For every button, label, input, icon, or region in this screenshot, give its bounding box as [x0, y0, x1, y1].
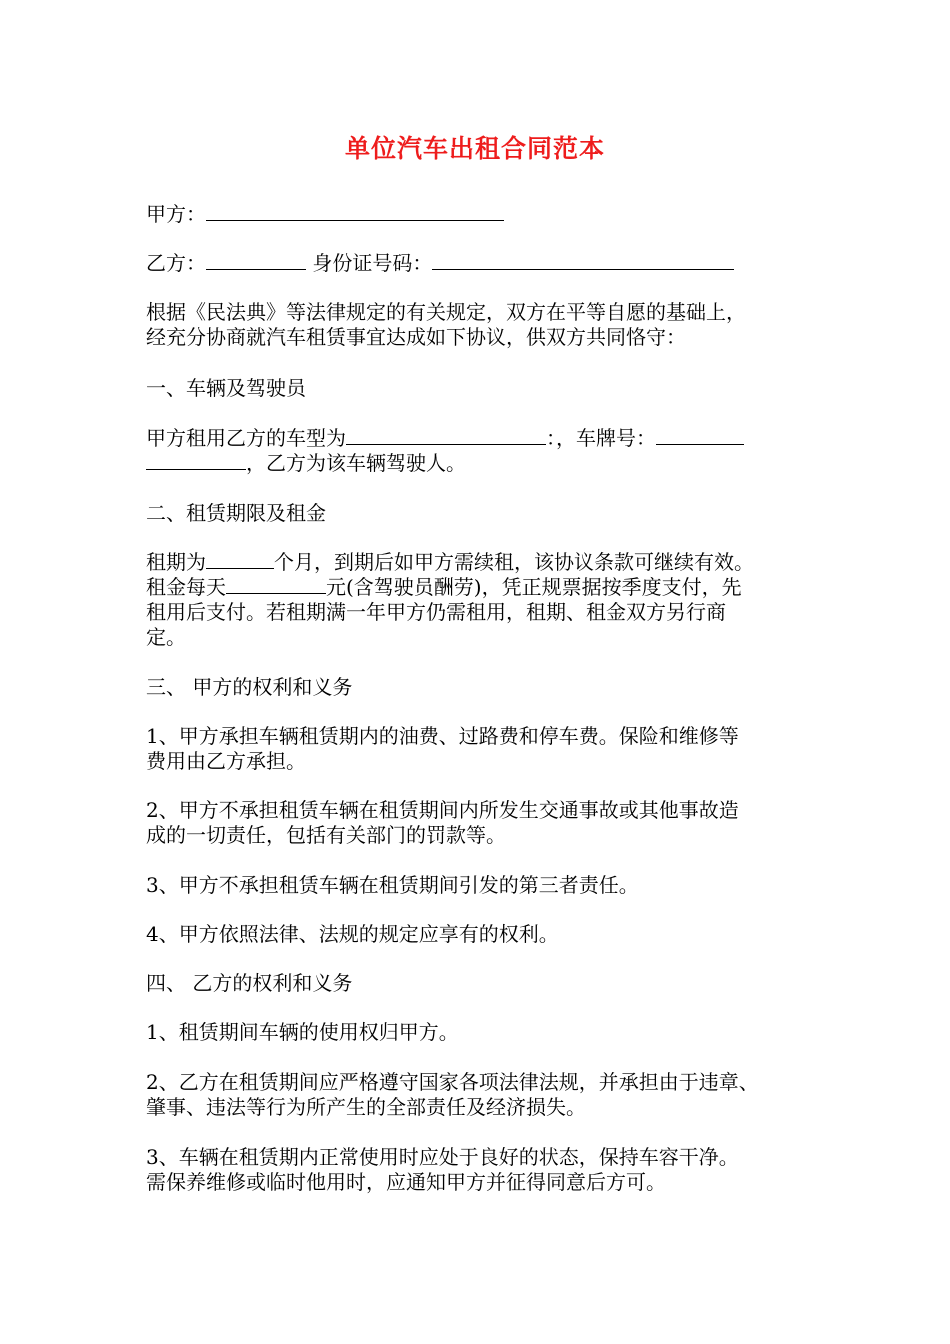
section-2-line-1 [146, 550, 816, 574]
party-a-label: 甲方： [146, 202, 206, 226]
section-2-line-3: 租用后支付。若租期满一年甲方仍需租用，租期、租金双方另行商 [146, 600, 726, 624]
section-3-item-1-line-1: 1、甲方承担车辆租赁期内的油费、过路费和停车费。保险和维修等 [146, 724, 739, 748]
section-4-item-2-line-1: 2、乙方在租赁期间应严格遵守国家各项法律法规，并承担由于违章、 [146, 1070, 759, 1094]
party-a-blank [206, 202, 504, 221]
vehicle-model-label: 甲方租用乙方的车型为 [146, 426, 346, 450]
plate-blank-continued [146, 451, 246, 470]
section-3-item-4: 4、甲方依照法律、法规的规定应享有的权利。 [146, 922, 559, 946]
section-4-item-3-line-1: 3、车辆在租赁期内正常使用时应处于良好的状态，保持车容干净。 [146, 1145, 739, 1169]
party-b-label: 乙方： [146, 251, 206, 275]
document-title: 单位汽车出租合同范本 [344, 134, 605, 163]
driver-text: ，乙方为该车辆驾驶人。 [246, 451, 466, 475]
section-4-item-1: 1、租赁期间车辆的使用权归甲方。 [146, 1020, 459, 1044]
term-label: 租期为 [146, 550, 206, 574]
section-4-item-3-line-2: 需保养维修或临时他用时，应通知甲方并征得同意后方可。 [146, 1170, 666, 1194]
section-1-line-2 [146, 451, 816, 475]
section-3-item-2-line-1: 2、甲方不承担租赁车辆在租赁期间内所发生交通事故或其他事故造 [146, 798, 739, 822]
party-b-id-label: 身份证号码： [312, 251, 433, 275]
party-b-line [146, 251, 816, 275]
section-3-item-2-line-2: 成的一切责任，包括有关部门的罚款等。 [146, 823, 506, 847]
section-4-item-2-line-2: 肇事、违法等行为所产生的全部责任及经济损失。 [146, 1095, 586, 1119]
party-b-id-blank [432, 251, 734, 270]
section-3-heading: 三、 甲方的权利和义务 [146, 675, 353, 699]
vehicle-model-blank [346, 426, 546, 445]
daily-rent-blank [226, 575, 326, 594]
section-3-item-3: 3、甲方不承担租赁车辆在租赁期间引发的第三者责任。 [146, 873, 639, 897]
section-2-line-2 [146, 575, 816, 599]
section-1-line-1 [146, 426, 816, 450]
term-months-blank [206, 550, 274, 569]
plate-label: ：，车牌号： [546, 426, 656, 450]
intro-line-1: 根据《民法典》等法律规定的有关规定，双方在平等自愿的基础上， [146, 300, 746, 324]
party-a-line [146, 202, 816, 226]
party-b-blank [206, 251, 306, 270]
section-1-heading: 一、车辆及驾驶员 [146, 376, 306, 400]
section-3-item-1-line-2: 费用由乙方承担。 [146, 749, 306, 773]
plate-blank [656, 426, 744, 445]
section-2-heading: 二、租赁期限及租金 [146, 501, 326, 525]
intro-line-2: 经充分协商就汽车租赁事宜达成如下协议，供双方共同恪守： [146, 325, 686, 349]
section-4-heading: 四、 乙方的权利和义务 [146, 971, 353, 995]
daily-rent-label: 租金每天 [146, 575, 226, 599]
term-text: 个月，到期后如甲方需续租，该协议条款可继续有效。 [274, 550, 754, 574]
section-2-line-4: 定。 [146, 625, 186, 649]
rent-text: 元(含驾驶员酬劳)，凭正规票据按季度支付，先 [326, 575, 742, 599]
